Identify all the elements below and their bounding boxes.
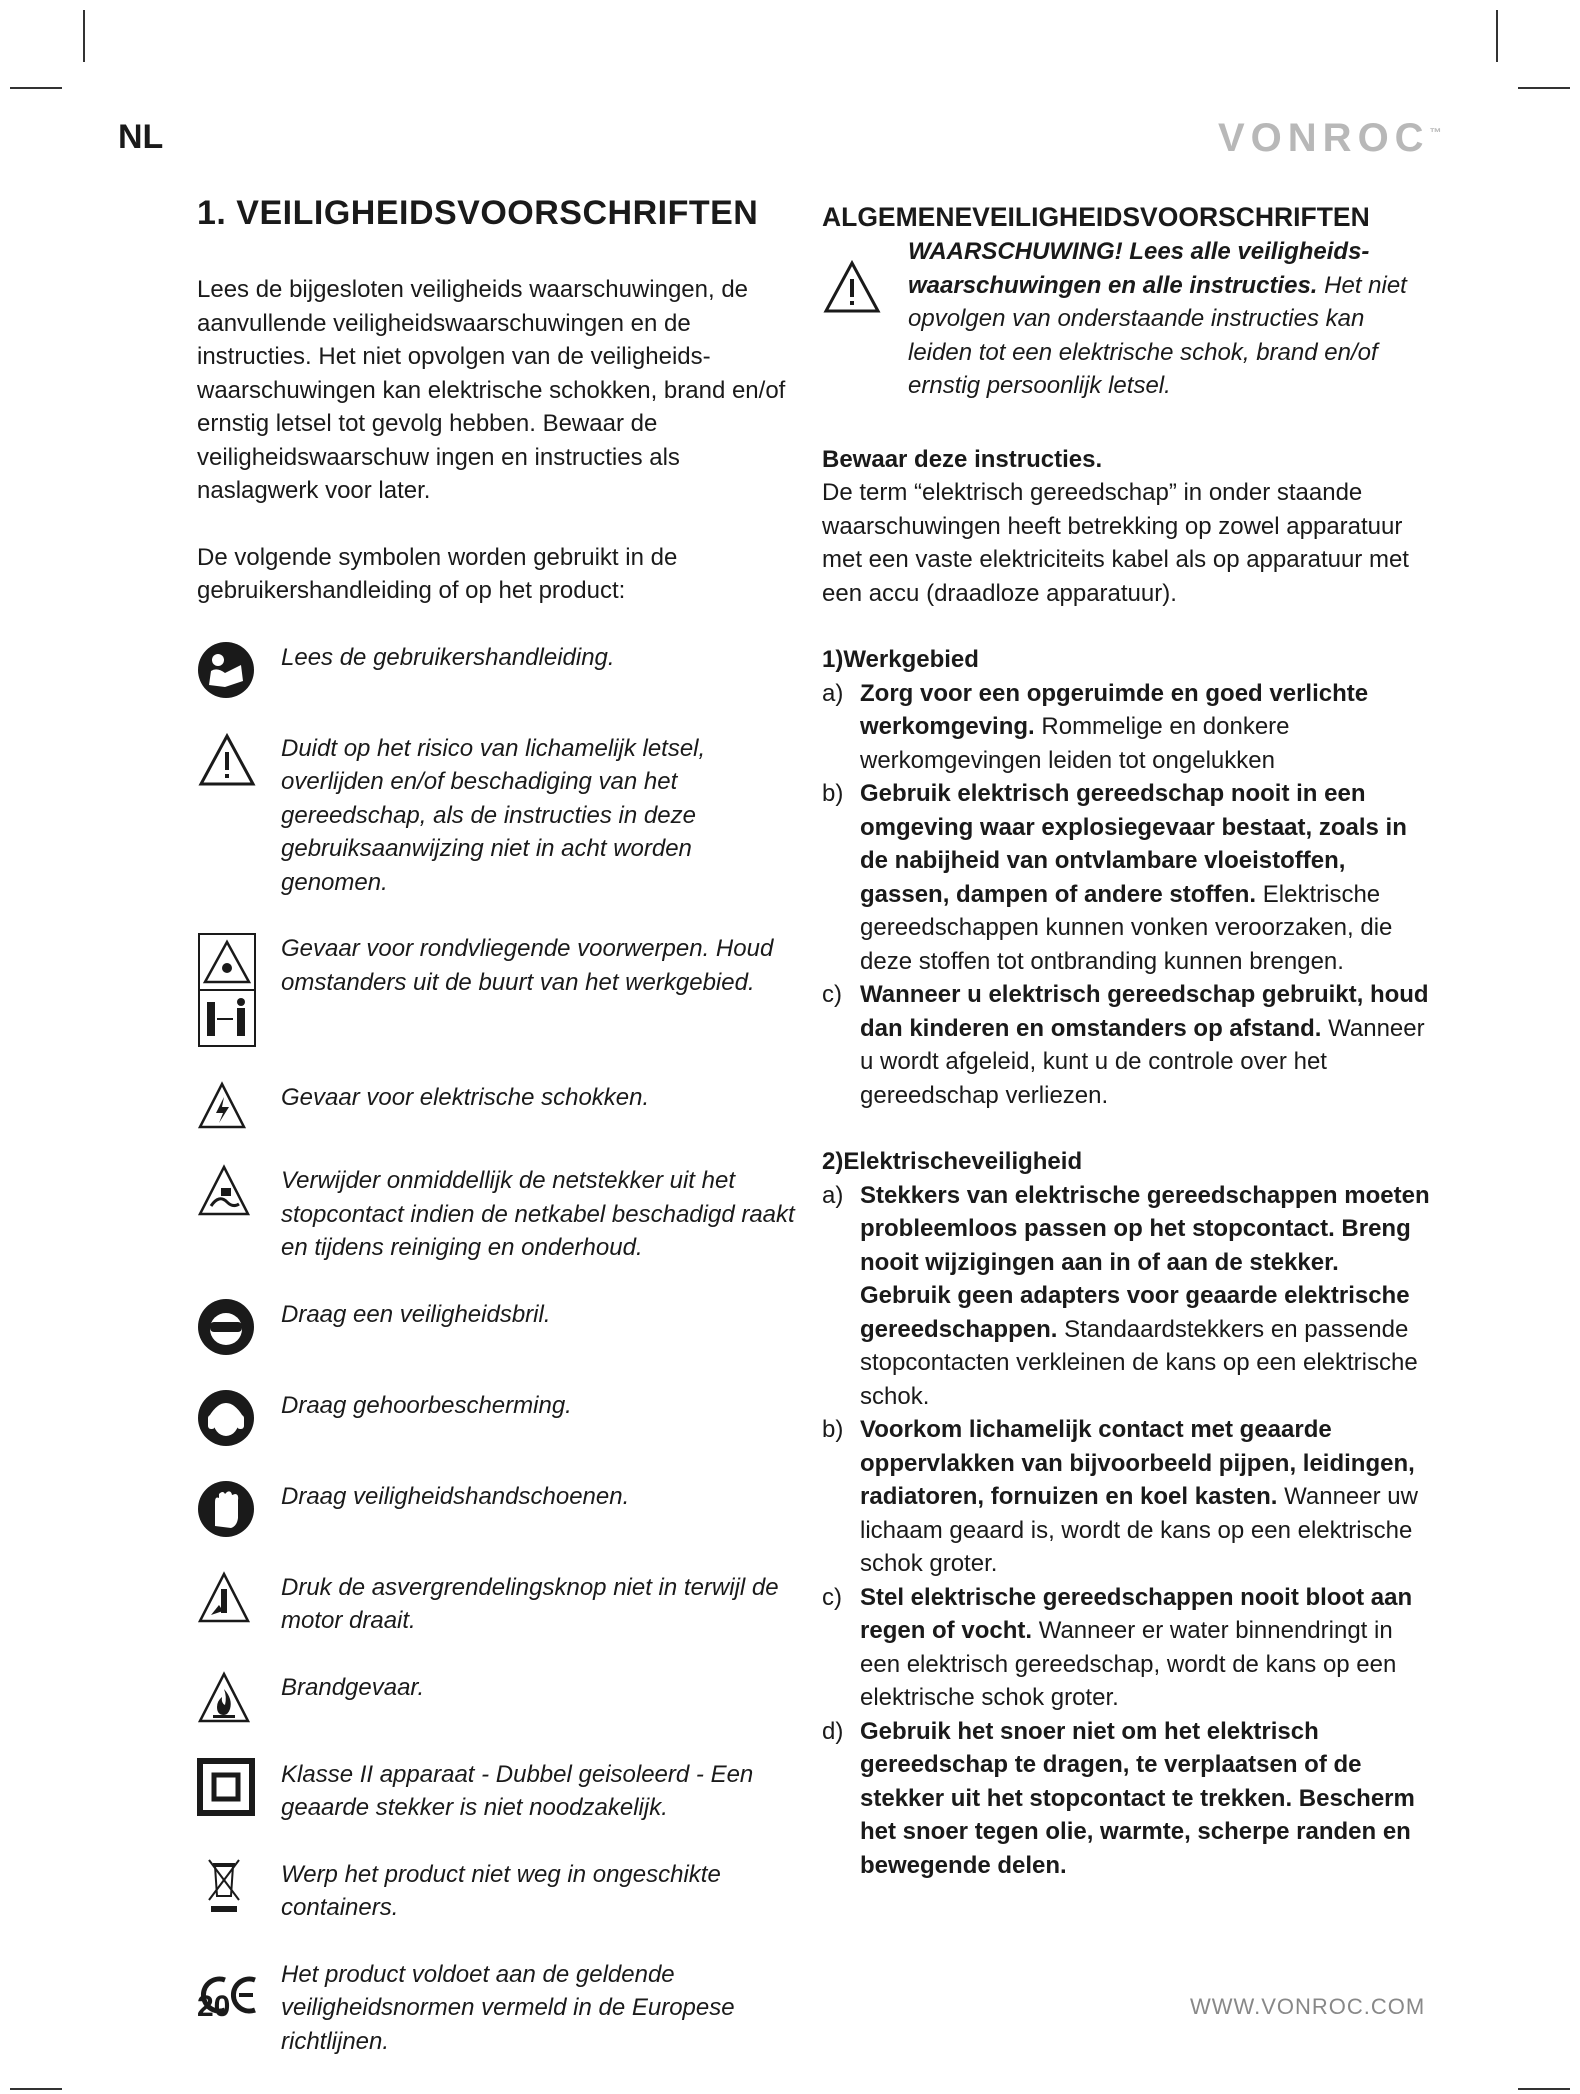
unplug-icon [197, 1164, 251, 1218]
symbol-text: Draag gehoorbescherming. [281, 1391, 572, 1419]
symbol-row [197, 1758, 797, 1825]
flying-objects-icon [197, 932, 257, 1048]
fire-icon [197, 1671, 251, 1725]
right-column [822, 194, 1432, 1882]
class-ii-icon [197, 1758, 255, 1816]
crop-mark [1518, 87, 1570, 89]
gloves-icon [197, 1480, 255, 1538]
section-title: ALGEMENEVEILIGHEIDSVOORSCHRIFTEN [822, 202, 1370, 232]
symbol-text: Gevaar voor rondvliegende voorwerpen. Houd omstanders uit de buurt van het werkgebied. [281, 935, 774, 996]
brand-logo: VONROC™ [1218, 116, 1442, 160]
symbol-row [197, 732, 797, 900]
symbol-row [197, 1164, 797, 1265]
symbol-text: Werp het product niet weg in ongeschikte containers. [281, 1860, 721, 1921]
list-item: c) Stel elektrische gereedschappen nooit bloot aan regen of vocht. Wanneer er water binnendringt in een elektrisch gereedschap, wordt de kans op een elektrische schok groter. [822, 1583, 1413, 1711]
symbol-row [197, 1958, 797, 2059]
symbol-text: Gevaar voor elektrische schokken. [281, 1084, 650, 1111]
warning-rest: Het niet opvolgen van onderstaande instructies kan leiden tot een elektrische schok, brand en/of ernstig persoonlijk letsel. [908, 271, 1407, 399]
symbol-text: Verwijder onmiddellijk de netstekker uit het stopcontact indien de netkabel beschadigd raakt en tijdens reiniging en onderhoud. [281, 1167, 795, 1261]
warning-icon [197, 732, 257, 788]
symbol-text: Draag een veiligheidsbril. [281, 1300, 551, 1328]
symbol-text: Druk de asvergrendelingsknop niet in terwijl de motor draait. [281, 1573, 779, 1634]
crop-mark [10, 87, 62, 89]
keep-instructions-title: Bewaar deze instructies. [822, 445, 1103, 473]
crop-mark [10, 2088, 62, 2090]
crop-mark [83, 10, 85, 62]
warning-text [908, 235, 1432, 403]
symbol-text: Brandgevaar. [281, 1673, 425, 1701]
warning-icon [822, 259, 882, 315]
website-url: WWW.VONROC.COM [1190, 1994, 1426, 2019]
symbol-text: Het product voldoet aan de geldende veiligheidsnormen vermeld in de Europese richtlijnen. [281, 1960, 735, 2055]
weee-icon [207, 1858, 241, 1914]
page-title: 1. VEILIGHEIDSVOORSCHRIFTEN [197, 194, 759, 232]
symbol-text: Lees de gebruikershandleiding. [281, 643, 615, 671]
crop-mark [1496, 10, 1498, 62]
safety-glasses-icon [197, 1298, 255, 1356]
list-item: a) Stekkers van elektrische gereedschappen moeten probleemloos passen op het stopcontact. Breng nooit wijzigingen aan in of aan de stekker. Gebruik geen adapters voor geaarde elektrische gereedschappen. Standaardstekkers en passende stopcontacten verkleinen de kans op een elektrische schok. [822, 1181, 1430, 1410]
symbol-row [197, 1671, 797, 1725]
symbol-text: Duidt op het risico van lichamelijk letsel, overlijden en/of beschadiging van het gereedschap, als de instructies in deze gebruiksaanwijzing niet in acht worden genomen. [281, 734, 706, 896]
electric-shock-icon [197, 1081, 247, 1131]
left-column [197, 194, 797, 2091]
list-item: a) Zorg voor een opgeruimde en goed verlichte werkomgeving. Rommelige en donkere werkomgevingen leiden tot ongelukken [822, 679, 1369, 774]
list-item: b) Voorkom lichamelijk contact met geaarde oppervlakken van bijvoorbeeld pijpen, leidingen, radiatoren, fornuizen en koel kasten. Wanneer uw lichaam geaard is, wordt de kans op een elektrische schok groter. [822, 1416, 1418, 1577]
warning-bold: WAARSCHUWING! Lees alle veiligheids-waarschuwingen en alle instructies. [908, 238, 1370, 299]
symbol-row [197, 641, 797, 699]
symbol-row [197, 1081, 797, 1131]
symbol-row [197, 1571, 797, 1638]
ear-protection-icon [197, 1389, 255, 1447]
intro-paragraph: Lees de bijgesloten veiligheids waarschuwingen, de aanvullende veiligheidswaarschuwingen en de instructies. Het niet opvolgen van de veiligheids-waarschuwingen kan elektrische schokken, brand en/of ernstig letsel tot gevolg hebben. Bewaar de veiligheidswaarschuw ingen en instructies als naslagwerk voor later. [197, 276, 786, 504]
list-item: c) Wanneer u elektrisch gereedschap gebruikt, houd dan kinderen en omstanders op afstand. Wanneer u wordt afgeleid, kunt u de controle over het gereedschap verliezen. [822, 981, 1429, 1109]
read-manual-icon [197, 641, 255, 699]
subsection-title: 1)Werkgebied [822, 646, 979, 673]
symbol-row [197, 1389, 797, 1447]
symbol-row [197, 932, 797, 1048]
symbol-row [197, 1858, 797, 1925]
list-item: b) Gebruik elektrisch gereedschap nooit in een omgeving waar explosiegevaar bestaat, zoals in de nabijheid van ontvlambare vloeistoffen, gassen, dampen of andere stoffen. Elektrische gereedschappen kunnen vonken veroorzaken, die deze stoffen tot ontbranding kunnen brengen. [822, 780, 1407, 975]
general-warning [822, 235, 1432, 403]
page-number: 20 [197, 1990, 231, 2023]
symbols-intro: De volgende symbolen worden gebruikt in de gebruikershandleiding of op het product: [197, 543, 678, 604]
symbol-row [197, 1298, 797, 1356]
symbol-text: Draag veiligheidshandschoenen. [281, 1482, 630, 1510]
subsection-title: 2)Elektrischeveiligheid [822, 1148, 1083, 1175]
language-code: NL [118, 118, 164, 156]
keep-instructions-text: De term “elektrisch gereedschap” in onder staande waarschuwingen heeft betrekking op zowel apparatuur met een vaste elektriciteits kabel als op apparatuur met een accu (draadloze apparatuur). [822, 479, 1409, 607]
crop-mark [1518, 2088, 1570, 2090]
list-item: d) Gebruik het snoer niet om het elektrisch gereedschap te dragen, te verplaatsen of de stekker uit het stopcontact te trekken. Bescherm het snoer tegen olie, warmte, scherpe randen en bewegende delen. [822, 1717, 1415, 1879]
symbol-text: Klasse II apparaat - Dubbel geisoleerd - Een geaarde stekker is niet noodzakelijk. [281, 1760, 754, 1821]
spindle-lock-icon [197, 1571, 251, 1625]
symbol-row [197, 1480, 797, 1538]
